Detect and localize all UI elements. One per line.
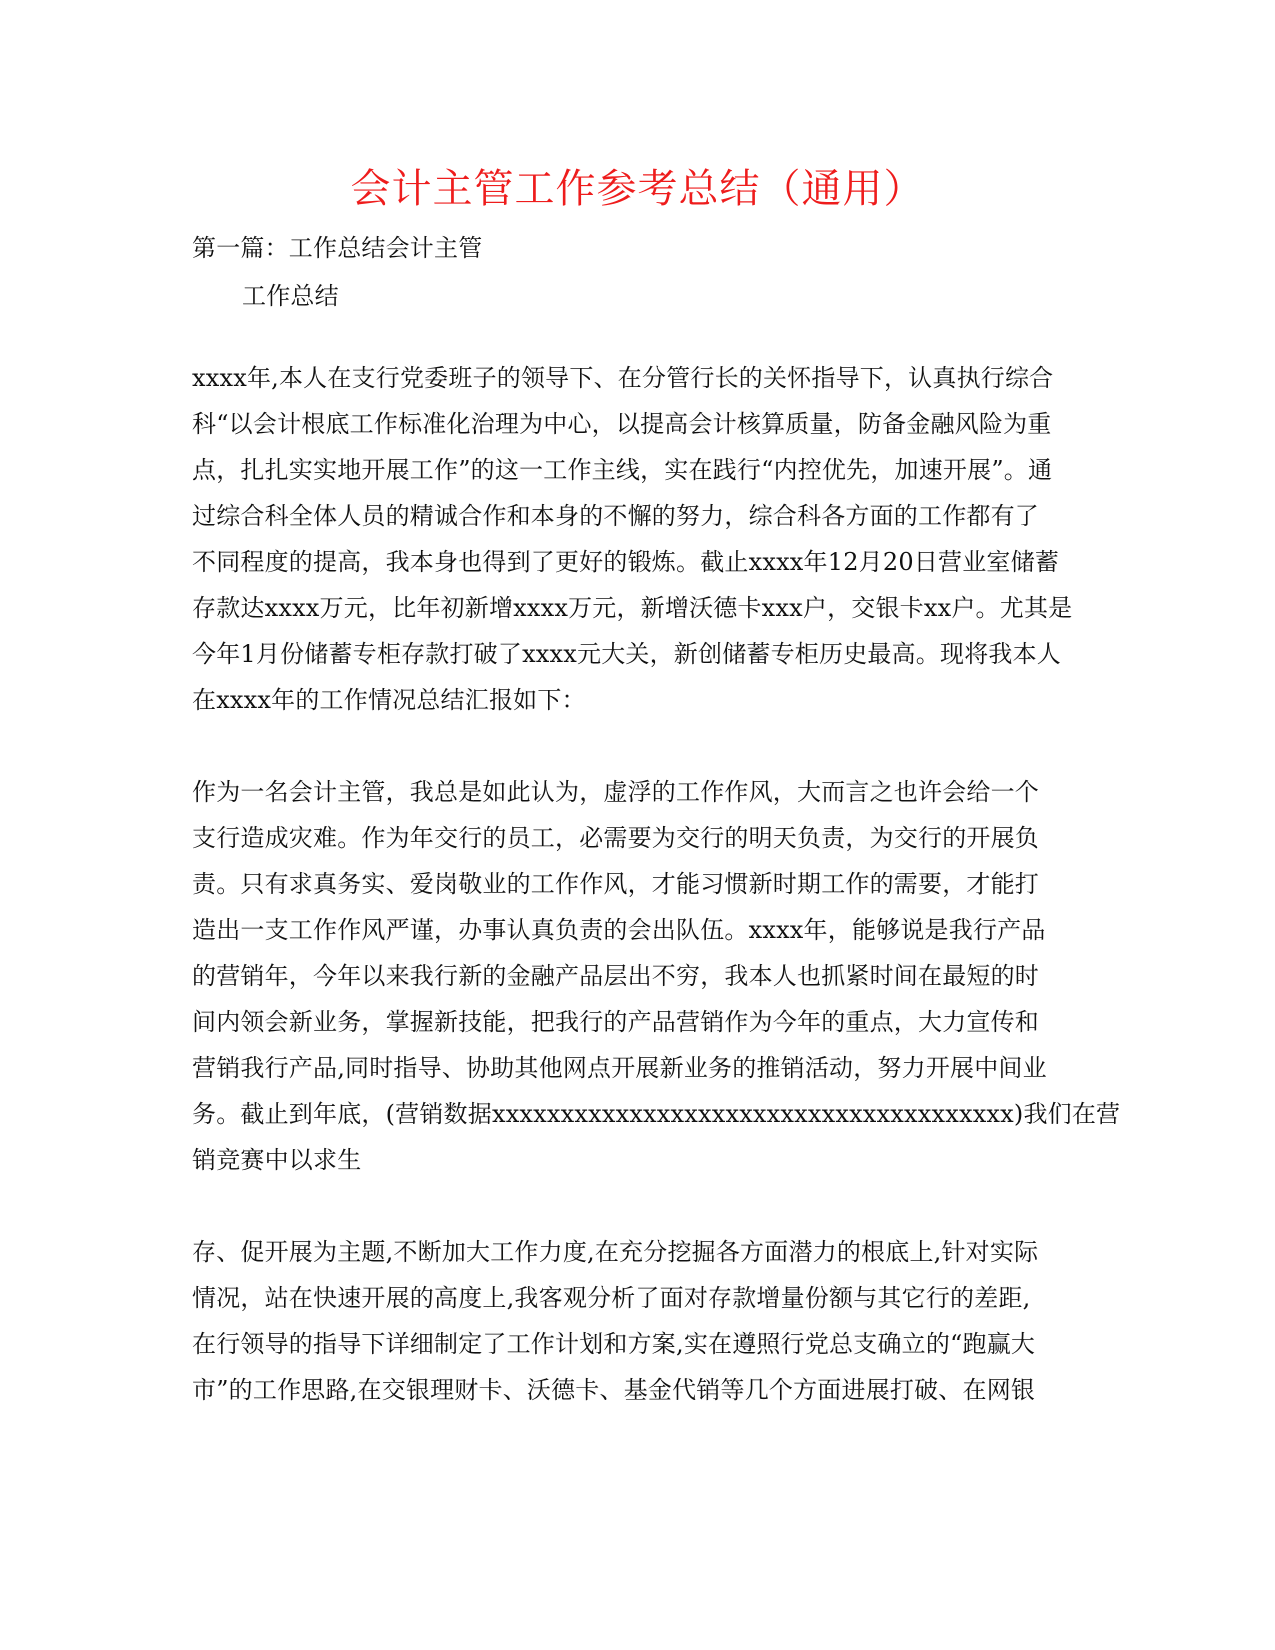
paragraph-2-line: 间内领会新业务，掌握新技能，把我行的产品营销作为今年的重点，大力宣传和 <box>192 1008 1039 1036</box>
paragraph-2-line: 的营销年，今年以来我行新的金融产品层出不穷，我本人也抓紧时间在最短的时 <box>192 962 1039 990</box>
paragraph-3-line: 存、促开展为主题,不断加大工作力度,在充分挖掘各方面潜力的根底上,针对实际 <box>192 1238 1039 1266</box>
paragraph-2-line: 务。截止到年底，(营销数据xxxxxxxxxxxxxxxxxxxxxxxxxxxxxxxxxxxxxx)我们在营 <box>192 1100 1121 1128</box>
paragraph-2-line: 作为一名会计主管，我总是如此认为，虚浮的工作作风，大而言之也许会给一个 <box>192 778 1039 806</box>
paragraph-1-line: 今年1月份储蓄专柜存款打破了xxxx元大关，新创储蓄专柜历史最高。现将我本人 <box>192 640 1062 668</box>
paragraph-2-line: 营销我行产品,同时指导、协助其他网点开展新业务的推销活动，努力开展中间业 <box>192 1054 1047 1082</box>
paragraph-3-line: 情况，站在快速开展的高度上,我客观分析了面对存款增量份额与其它行的差距, <box>192 1284 1031 1312</box>
paragraph-2-line: 责。只有求真务实、爱岗敬业的工作作风，才能习惯新时期工作的需要，才能打 <box>192 870 1039 898</box>
paragraph-1-line: 过综合科全体人员的精诚合作和本身的不懈的努力，综合科各方面的工作都有了 <box>192 502 1039 530</box>
paragraph-1-line: 存款达xxxx万元，比年初新增xxxx万元，新增沃德卡xxx户，交银卡xx户。尤其是 <box>192 594 1073 622</box>
paragraph-1-line: xxxx年,本人在支行党委班子的领导下、在分管行长的关怀指导下，认真执行综合 <box>192 364 1054 392</box>
paragraph-1-line: 在xxxx年的工作情况总结汇报如下： <box>192 686 586 714</box>
paragraph-3-line: 在行领导的指导下详细制定了工作计划和方案,实在遵照行党总支确立的“跑赢大 <box>192 1330 1036 1358</box>
paragraph-1-line: 点，扎扎实实地开展工作”的这一工作主线，实在践行“内控优先，加速开展”。通 <box>192 456 1053 484</box>
paragraph-2-line: 支行造成灾难。作为年交行的员工，必需要为交行的明天负责，为交行的开展负 <box>192 824 1039 852</box>
section-heading: 第一篇：工作总结会计主管 <box>192 234 483 262</box>
paragraph-1-line: 不同程度的提高，我本身也得到了更好的锻炼。截止xxxx年12月20日营业室储蓄 <box>192 548 1060 576</box>
paragraph-2-line: 造出一支工作作风严谨，办事认真负责的会出队伍。xxxx年，能够说是我行产品 <box>192 916 1046 944</box>
document-title: 会计主管工作参考总结（通用） <box>350 166 925 212</box>
sub-heading: 工作总结 <box>242 282 339 310</box>
paragraph-1-line: 科“以会计根底工作标准化治理为中心，以提高会计核算质量，防备金融风险为重 <box>192 410 1052 438</box>
paragraph-3-line: 市”的工作思路,在交银理财卡、沃德卡、基金代销等几个方面进展打破、在网银 <box>192 1376 1036 1404</box>
paragraph-2-line: 销竞赛中以求生 <box>192 1146 362 1174</box>
